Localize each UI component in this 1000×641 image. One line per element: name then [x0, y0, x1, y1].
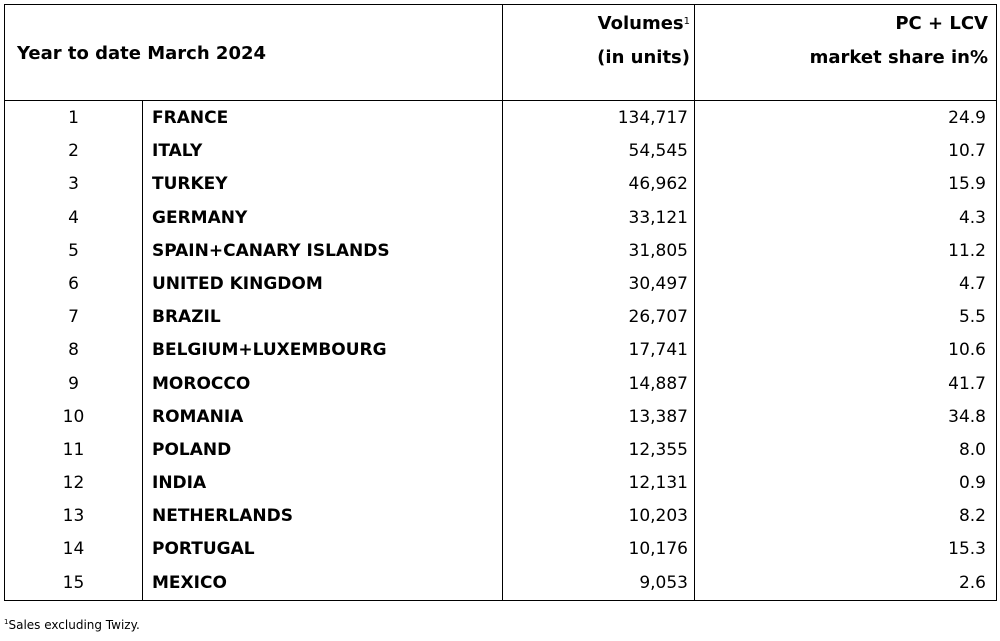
table-row	[5, 401, 996, 434]
share-cell: 4.7	[958, 273, 986, 294]
share-header-line1: PC + LCV	[895, 13, 988, 34]
country-cell: TURKEY	[152, 174, 228, 195]
share-cell: 5.5	[958, 307, 986, 328]
table-row	[5, 202, 996, 235]
share-cell: 4.3	[958, 207, 986, 228]
volume-cell: 14,887	[628, 373, 688, 394]
volume-cell: 33,121	[628, 207, 688, 228]
volume-cell: 10,203	[628, 506, 688, 527]
share-header	[810, 7, 988, 75]
country-cell: NETHERLANDS	[152, 506, 293, 527]
share-cell: 0.9	[958, 473, 986, 494]
table-row	[5, 135, 996, 168]
rank-cell: 9	[68, 373, 79, 394]
country-cell: BRAZIL	[152, 307, 221, 328]
table-row	[5, 533, 996, 566]
volume-cell: 31,805	[628, 240, 688, 261]
volume-cell: 17,741	[628, 340, 688, 361]
volumes-header-line2: (in units)	[597, 47, 690, 68]
footnote-marker: 1	[4, 618, 9, 626]
share-cell: 10.6	[948, 340, 986, 361]
share-cell: 8.2	[958, 506, 986, 527]
volume-cell: 9,053	[639, 572, 688, 593]
rank-cell: 12	[62, 473, 85, 494]
country-cell: GERMANY	[152, 207, 248, 228]
country-cell: PORTUGAL	[152, 539, 255, 560]
table-row	[5, 168, 996, 201]
country-cell: MOROCCO	[152, 373, 251, 394]
volumes-footnote-marker: 1	[683, 16, 690, 27]
market-table	[4, 4, 997, 601]
share-cell: 10.7	[948, 141, 986, 162]
country-cell: POLAND	[152, 439, 232, 460]
rank-cell: 10	[62, 406, 85, 427]
rank-cell: 11	[62, 439, 85, 460]
volumes-header-line1: Volumes	[597, 13, 684, 34]
rank-cell: 14	[62, 539, 85, 560]
country-cell: INDIA	[152, 473, 207, 494]
volume-cell: 26,707	[628, 307, 688, 328]
table-row	[5, 301, 996, 334]
share-cell: 15.3	[948, 539, 986, 560]
table-row	[5, 467, 996, 500]
table-header	[5, 5, 996, 101]
table-row	[5, 334, 996, 367]
table-row	[5, 268, 996, 301]
rank-cell: 1	[68, 108, 79, 128]
rank-cell: 6	[68, 273, 79, 294]
share-cell: 41.7	[948, 373, 986, 394]
rank-cell: 8	[68, 340, 79, 361]
volume-cell: 54,545	[628, 141, 688, 162]
table-row	[5, 235, 996, 268]
volume-cell: 13,387	[628, 406, 688, 427]
volume-cell: 12,355	[628, 439, 688, 460]
volume-cell: 134,717	[617, 108, 688, 128]
table-row	[5, 567, 996, 600]
country-cell: FRANCE	[152, 108, 229, 128]
volumes-header	[597, 7, 690, 75]
country-cell: ITALY	[152, 141, 203, 162]
table-row	[5, 500, 996, 533]
share-header-line2: market share in%	[809, 47, 988, 68]
volume-cell: 12,131	[628, 473, 688, 494]
volume-cell: 10,176	[628, 539, 688, 560]
country-cell: MEXICO	[152, 572, 227, 593]
country-cell: BELGIUM+LUXEMBOURG	[152, 340, 387, 361]
footnote-text: Sales excluding Twizy.	[8, 618, 140, 632]
share-cell: 2.6	[958, 572, 986, 593]
rank-cell: 2	[68, 141, 79, 162]
rank-cell: 4	[68, 207, 79, 228]
rank-cell: 7	[68, 307, 79, 328]
rank-cell: 13	[62, 506, 85, 527]
share-cell: 15.9	[948, 174, 986, 195]
share-cell: 8.0	[958, 439, 986, 460]
table-title: Year to date March 2024	[17, 43, 267, 64]
rank-cell: 3	[68, 174, 79, 195]
share-cell: 11.2	[948, 240, 986, 261]
country-cell: UNITED KINGDOM	[152, 273, 323, 294]
table-row	[5, 434, 996, 467]
share-cell: 34.8	[948, 406, 986, 427]
share-cell: 24.9	[948, 108, 986, 128]
volume-cell: 46,962	[628, 174, 688, 195]
volume-cell: 30,497	[628, 273, 688, 294]
table-body	[5, 102, 996, 600]
footnote	[4, 618, 140, 632]
table-row	[5, 368, 996, 401]
rank-cell: 15	[62, 572, 85, 593]
rank-cell: 5	[68, 240, 79, 261]
country-cell: SPAIN+CANARY ISLANDS	[152, 240, 390, 261]
country-cell: ROMANIA	[152, 406, 244, 427]
table-row	[5, 102, 996, 135]
